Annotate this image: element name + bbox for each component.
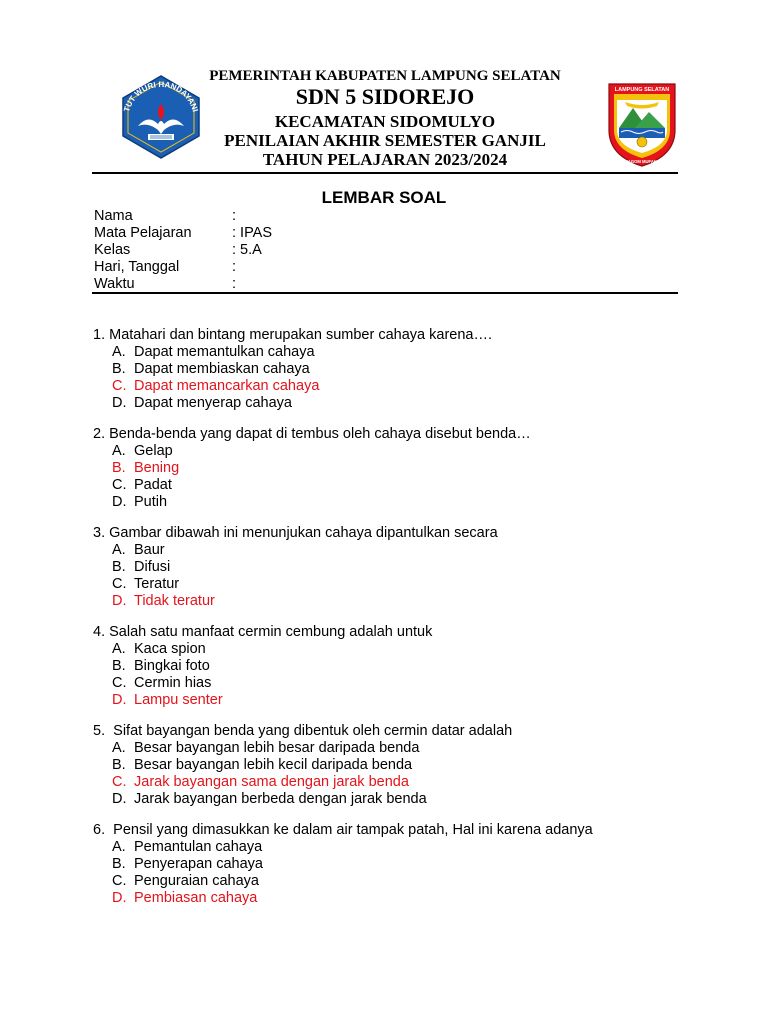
info-row (94, 276, 272, 293)
info-label: Nama (94, 208, 133, 224)
option-text: Besar bayangan lebih kecil daripada benda (134, 757, 413, 773)
answer-option (93, 856, 693, 873)
option-letter: B. (112, 856, 126, 872)
info-value: : 5.A (232, 242, 262, 258)
option-text: Teratur (134, 576, 180, 592)
question-text (93, 525, 693, 542)
question-number: 4. (93, 624, 106, 640)
answer-option (93, 542, 693, 559)
answer-option-correct (93, 774, 693, 791)
school-name: SDN 5 SIDOREJO (295, 84, 475, 109)
option-text: Kaca spion (134, 641, 206, 657)
answer-option (93, 740, 693, 757)
option-text: Pemantulan cahaya (134, 839, 263, 855)
option-text: Dapat menyerap cahaya (134, 395, 292, 411)
option-letter: D. (112, 692, 127, 708)
answer-option (93, 757, 693, 774)
option-text: Jarak bayangan sama dengan jarak benda (134, 774, 409, 790)
answer-option (93, 443, 693, 460)
option-letter: A. (112, 443, 126, 459)
info-value: : (232, 259, 237, 275)
answer-option (93, 873, 693, 890)
option-text: Cermin hias (134, 675, 212, 691)
option-letter: C. (112, 576, 127, 592)
answer-option (93, 395, 693, 412)
answer-option (93, 344, 693, 361)
question-number: 5. (93, 723, 106, 739)
question-number: 6. (93, 822, 106, 838)
info-label: Hari, Tanggal (94, 259, 180, 275)
question-item (93, 822, 693, 907)
info-divider (92, 292, 678, 294)
answer-option (93, 576, 693, 593)
logo-left-text: TUT WURI HANDAYANI (122, 79, 200, 113)
option-letter: B. (112, 460, 126, 476)
info-value: : IPAS (232, 225, 273, 241)
answer-option-correct (93, 378, 693, 395)
option-text: Penguraian cahaya (134, 873, 259, 889)
question-item (93, 525, 693, 610)
option-letter: A. (112, 740, 126, 756)
question-text (93, 327, 693, 344)
sheet-title: LEMBAR SOAL (321, 188, 447, 207)
answer-option-correct (93, 593, 693, 610)
option-text: Baur (134, 542, 165, 558)
info-value: : (232, 276, 237, 292)
answer-option (93, 839, 693, 856)
letterhead (0, 0, 768, 180)
info-label: Waktu (94, 276, 135, 292)
academic-year: TAHUN PELAJARAN 2023/2024 (262, 150, 508, 169)
option-text: Dapat memantulkan cahaya (134, 344, 315, 360)
answer-option (93, 658, 693, 675)
option-letter: C. (112, 774, 127, 790)
question-item (93, 723, 693, 808)
answer-option (93, 494, 693, 511)
lampung-selatan-emblem (603, 78, 681, 168)
question-list (93, 327, 693, 921)
option-text: Difusi (134, 559, 171, 575)
answer-option (93, 477, 693, 494)
answer-option-correct (93, 692, 693, 709)
option-letter: D. (112, 395, 127, 411)
info-row (94, 259, 272, 276)
question-prompt: Gambar dibawah ini menunjukan cahaya dipantulkan secara (109, 525, 498, 541)
question-text (93, 822, 693, 839)
option-letter: B. (112, 757, 126, 773)
option-text: Gelap (134, 443, 173, 459)
option-text: Jarak bayangan berbeda dengan jarak benda (134, 791, 427, 807)
option-text: Lampu senter (134, 692, 223, 708)
answer-option (93, 675, 693, 692)
question-prompt: Sifat bayangan benda yang dibentuk oleh cermin datar adalah (109, 723, 513, 739)
option-letter: C. (112, 477, 127, 493)
option-letter: D. (112, 593, 127, 609)
question-item (93, 327, 693, 412)
info-row (94, 242, 272, 259)
government-name: PEMERINTAH KABUPATEN LAMPUNG SELATAN (209, 68, 561, 84)
info-value: : (232, 208, 237, 224)
question-number: 1. (93, 327, 106, 343)
answer-option (93, 641, 693, 658)
option-text: Dapat membiaskan cahaya (134, 361, 310, 377)
question-prompt: Benda-benda yang dapat di tembus oleh cahaya disebut benda… (109, 426, 531, 442)
student-info (94, 208, 272, 293)
question-prompt: Salah satu manfaat cermin cembung adalah untuk (109, 624, 433, 640)
answer-option (93, 361, 693, 378)
option-text: Bingkai foto (134, 658, 210, 674)
info-label: Kelas (94, 242, 131, 258)
answer-option (93, 559, 693, 576)
question-text (93, 426, 693, 443)
question-text (93, 723, 693, 740)
answer-option-correct (93, 890, 693, 907)
option-letter: C. (112, 873, 127, 889)
question-item (93, 426, 693, 511)
option-text: Penyerapan cahaya (134, 856, 263, 872)
question-number: 2. (93, 426, 106, 442)
exam-name: PENILAIAN AKHIR SEMESTER GANJIL (224, 131, 546, 150)
tut-wuri-handayani-logo (118, 74, 204, 160)
district-name: KECAMATAN SIDOMULYO (274, 112, 496, 131)
info-row (94, 208, 272, 225)
answer-option (93, 791, 693, 808)
question-item (93, 624, 693, 709)
header-divider (92, 172, 678, 174)
option-letter: D. (112, 791, 127, 807)
logo-right-top-text: LAMPUNG SELATAN (614, 87, 670, 93)
option-text: Dapat memancarkan cahaya (134, 378, 320, 394)
info-label: Mata Pelajaran (94, 225, 192, 241)
info-row (94, 225, 272, 242)
question-text (93, 624, 693, 641)
option-letter: A. (112, 839, 126, 855)
logo-right-bottom-text: KHAGOM MUFAKAT (621, 159, 663, 164)
option-text: Pembiasan cahaya (134, 890, 258, 906)
option-text: Putih (134, 494, 168, 510)
option-text: Padat (134, 477, 172, 493)
option-letter: A. (112, 542, 126, 558)
option-letter: C. (112, 378, 127, 394)
answer-option-correct (93, 460, 693, 477)
option-letter: A. (112, 641, 126, 657)
option-text: Tidak teratur (134, 593, 215, 609)
option-letter: C. (112, 675, 127, 691)
option-letter: B. (112, 559, 126, 575)
option-letter: A. (112, 344, 126, 360)
option-letter: B. (112, 361, 126, 377)
option-letter: D. (112, 890, 127, 906)
question-number: 3. (93, 525, 106, 541)
option-letter: B. (112, 658, 126, 674)
option-letter: D. (112, 494, 127, 510)
option-text: Bening (134, 460, 180, 476)
question-prompt: Matahari dan bintang merupakan sumber cahaya karena…. (109, 327, 492, 343)
option-text: Besar bayangan lebih besar daripada benda (134, 740, 420, 756)
question-prompt: Pensil yang dimasukkan ke dalam air tampak patah, Hal ini karena adanya (109, 822, 593, 838)
